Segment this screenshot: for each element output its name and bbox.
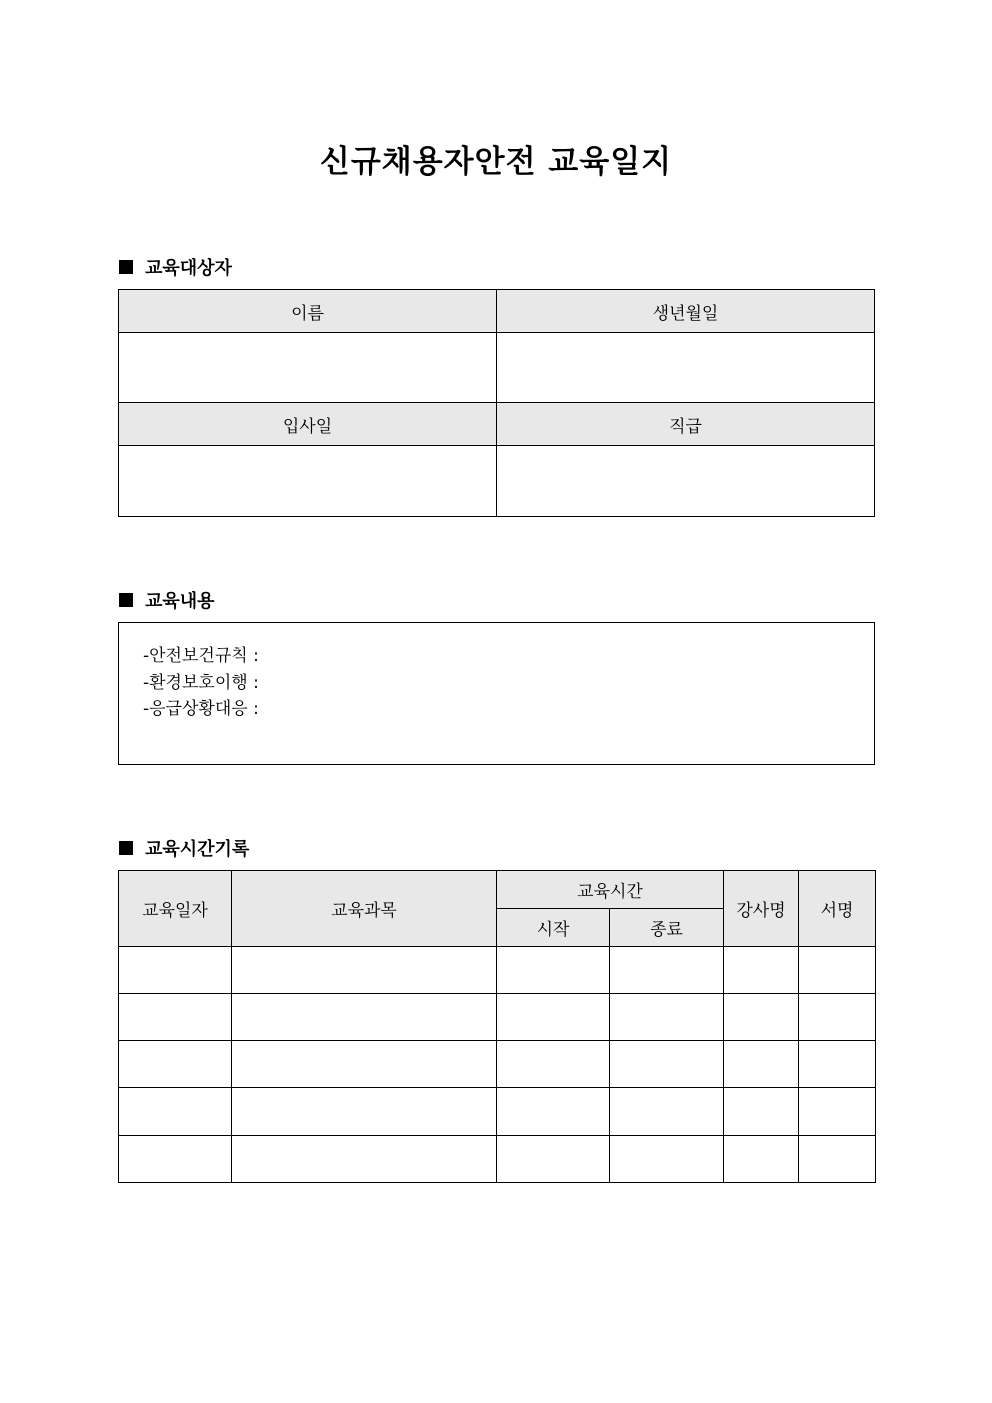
table-row bbox=[119, 1088, 876, 1136]
date-cell[interactable] bbox=[119, 1136, 232, 1183]
page-title: 신규채용자안전 교육일지 bbox=[319, 144, 673, 180]
instructor-cell[interactable] bbox=[724, 994, 799, 1041]
target-table bbox=[118, 289, 875, 517]
content-line-emergency: -응급상황대응 : bbox=[143, 699, 259, 719]
end-cell[interactable] bbox=[610, 1041, 724, 1088]
instructor-cell[interactable] bbox=[724, 1088, 799, 1136]
section-heading-label: 교육내용 bbox=[145, 591, 215, 612]
content-lines bbox=[143, 643, 259, 723]
signature-cell[interactable] bbox=[799, 1088, 876, 1136]
header-birthdate: 생년월일 bbox=[497, 290, 875, 333]
header-position: 직급 bbox=[497, 403, 875, 446]
signature-cell[interactable] bbox=[799, 947, 876, 994]
square-bullet-icon bbox=[119, 593, 133, 607]
signature-cell[interactable] bbox=[799, 1136, 876, 1183]
content-line-environment: -환경보호이행 : bbox=[143, 672, 259, 693]
header-start: 시작 bbox=[497, 909, 610, 947]
table-row bbox=[119, 947, 876, 994]
content-box[interactable] bbox=[118, 622, 875, 765]
record-table bbox=[118, 870, 876, 1183]
instructor-cell[interactable] bbox=[724, 1136, 799, 1183]
table-row bbox=[119, 1136, 876, 1183]
header-signature: 서명 bbox=[799, 871, 876, 947]
subject-cell[interactable] bbox=[232, 994, 497, 1041]
date-cell[interactable] bbox=[119, 947, 232, 994]
table-row bbox=[119, 994, 876, 1041]
subject-cell[interactable] bbox=[232, 947, 497, 994]
square-bullet-icon bbox=[119, 841, 133, 855]
end-cell[interactable] bbox=[610, 1136, 724, 1183]
header-time: 교육시간 bbox=[497, 871, 724, 909]
section-heading-content bbox=[119, 587, 215, 613]
instructor-cell[interactable] bbox=[724, 947, 799, 994]
end-cell[interactable] bbox=[610, 1088, 724, 1136]
section-heading-label: 교육대상자 bbox=[145, 258, 232, 279]
header-name: 이름 bbox=[119, 290, 497, 333]
start-cell[interactable] bbox=[497, 1041, 610, 1088]
start-cell[interactable] bbox=[497, 1088, 610, 1136]
end-cell[interactable] bbox=[610, 947, 724, 994]
header-date: 교육일자 bbox=[119, 871, 232, 947]
subject-cell[interactable] bbox=[232, 1136, 497, 1183]
instructor-cell[interactable] bbox=[724, 1041, 799, 1088]
name-field[interactable] bbox=[119, 333, 497, 403]
start-cell[interactable] bbox=[497, 994, 610, 1041]
header-subject: 교육과목 bbox=[232, 871, 497, 947]
section-heading-target bbox=[119, 254, 232, 280]
section-heading-record bbox=[119, 835, 249, 861]
start-cell[interactable] bbox=[497, 947, 610, 994]
header-end: 종료 bbox=[610, 909, 724, 947]
table-row bbox=[119, 1041, 876, 1088]
hire-date-field[interactable] bbox=[119, 446, 497, 517]
signature-cell[interactable] bbox=[799, 994, 876, 1041]
date-cell[interactable] bbox=[119, 994, 232, 1041]
position-field[interactable] bbox=[497, 446, 875, 517]
date-cell[interactable] bbox=[119, 1088, 232, 1136]
subject-cell[interactable] bbox=[232, 1088, 497, 1136]
square-bullet-icon bbox=[119, 260, 133, 274]
section-heading-label: 교육시간기록 bbox=[145, 839, 250, 860]
end-cell[interactable] bbox=[610, 994, 724, 1041]
date-cell[interactable] bbox=[119, 1041, 232, 1088]
birthdate-field[interactable] bbox=[497, 333, 875, 403]
content-line-safety: -안전보건규칙 : bbox=[143, 646, 259, 666]
header-instructor: 강사명 bbox=[724, 871, 799, 947]
header-hire-date: 입사일 bbox=[119, 403, 497, 446]
signature-cell[interactable] bbox=[799, 1041, 876, 1088]
subject-cell[interactable] bbox=[232, 1041, 497, 1088]
start-cell[interactable] bbox=[497, 1136, 610, 1183]
